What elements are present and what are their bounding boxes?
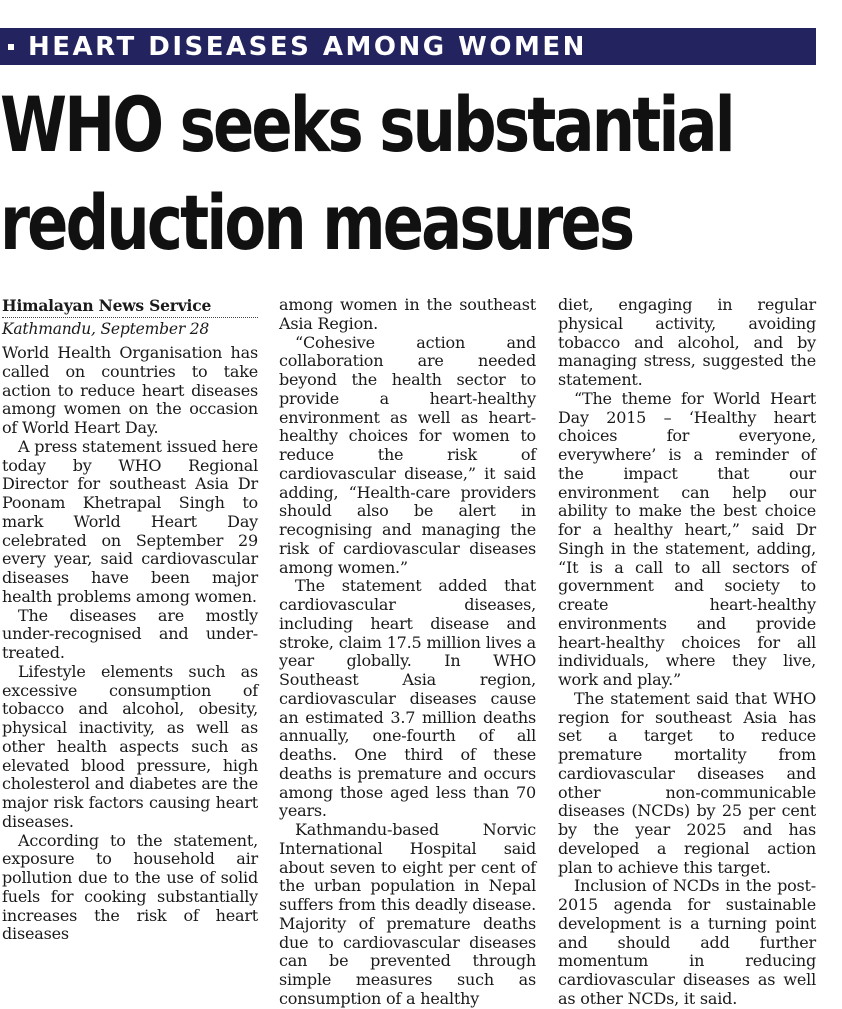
dateline: Kathmandu, September 28 xyxy=(2,320,210,338)
headline-line-2: reduction measures xyxy=(0,178,633,267)
headline-line-1: WHO seeks substantial xyxy=(0,80,733,169)
paragraph: The diseases are mostly under-recognised and under-treated. xyxy=(2,605,258,662)
article-column-1 xyxy=(2,296,258,944)
article-column-3 xyxy=(558,296,816,1009)
section-kicker xyxy=(0,28,816,65)
paragraph: World Health Organisation has called on countries to take action to reduce heart diseases among women on the occasion of World Heart Day. xyxy=(2,343,258,437)
headline xyxy=(0,76,733,272)
paragraph: A press statement issued here today by WHO Regional Director for southeast Asia Dr Poonam Khetrapal Singh to mark World Heart Day celebrated on September 29 every year, said cardiovascular diseases have been major health problems among women. xyxy=(2,436,258,606)
paragraph: Inclusion of NCDs in the post-2015 agenda for sustainable development is a turning point and should add further momentum in reducing cardiovascular diseases as well as other NCDs, it said. xyxy=(558,876,816,1008)
paragraph: The statement added that cardiovascular diseases, including heart disease and stroke, claim 17.5 million lives a year globally. In WHO Southeast Asia region, cardiovascular diseases cause an estimated 3.7 million deaths annually, one-fourth of all deaths. One third of these deaths is premature and occurs among those aged less than 70 years. xyxy=(279,576,536,821)
paragraph: “The theme for World Heart Day 2015 – ‘Healthy heart choices for everyone, everywhere’ is a reminder of the impact that our environment can help our ability to make the best choice for a healthy heart,” said Dr Singh in the statement, adding, “It is a call to all sectors of government and society to create heart-healthy environments and provide heart-healthy choices for all individuals, where they live, work and play.” xyxy=(558,388,816,689)
paragraph: “Cohesive action and collaboration are needed beyond the health sector to provide a heart-healthy environment as well as heart-healthy choices for women to reduce the risk of cardiovascular disease,” it said adding, “Health-care providers should also be alert in recognising and managing the risk of cardiovascular diseases among women.” xyxy=(279,332,536,577)
paragraph: diet, engaging in regular physical activity, avoiding tobacco and alcohol, and by managing stress, suggested the statement. xyxy=(558,295,816,389)
bullet-icon xyxy=(8,44,14,50)
paragraph: Lifestyle elements such as excessive consumption of tobacco and alcohol, obesity, physical inactivity, as well as other health aspects such as elevated blood pressure, high cholesterol and diabetes are the major risk factors causing heart diseases. xyxy=(2,661,258,831)
paragraph: among women in the southeast Asia Region. xyxy=(279,295,536,333)
byline: Himalayan News Service xyxy=(2,296,258,318)
paragraph: According to the statement, exposure to household air pollution due to the use of solid fuels for cooking substantially increases the risk of heart diseases xyxy=(2,830,258,944)
kicker-text: HEART DISEASES AMONG WOMEN xyxy=(28,31,587,62)
paragraph: Kathmandu-based Norvic International Hospital said about seven to eight per cent of the urban population in Nepal suffers from this deadly disease. Majority of premature deaths due to cardiovascular diseases can be prevented through simple measures such as consumption of a healthy xyxy=(279,820,536,1008)
paragraph: The statement said that WHO region for southeast Asia has set a target to reduce premature mortality from cardiovascular diseases and other non-communicable diseases (NCDs) by 25 per cent by the year 2025 and has developed a regional action plan to achieve this target. xyxy=(558,688,816,877)
article-column-2 xyxy=(279,296,536,1009)
